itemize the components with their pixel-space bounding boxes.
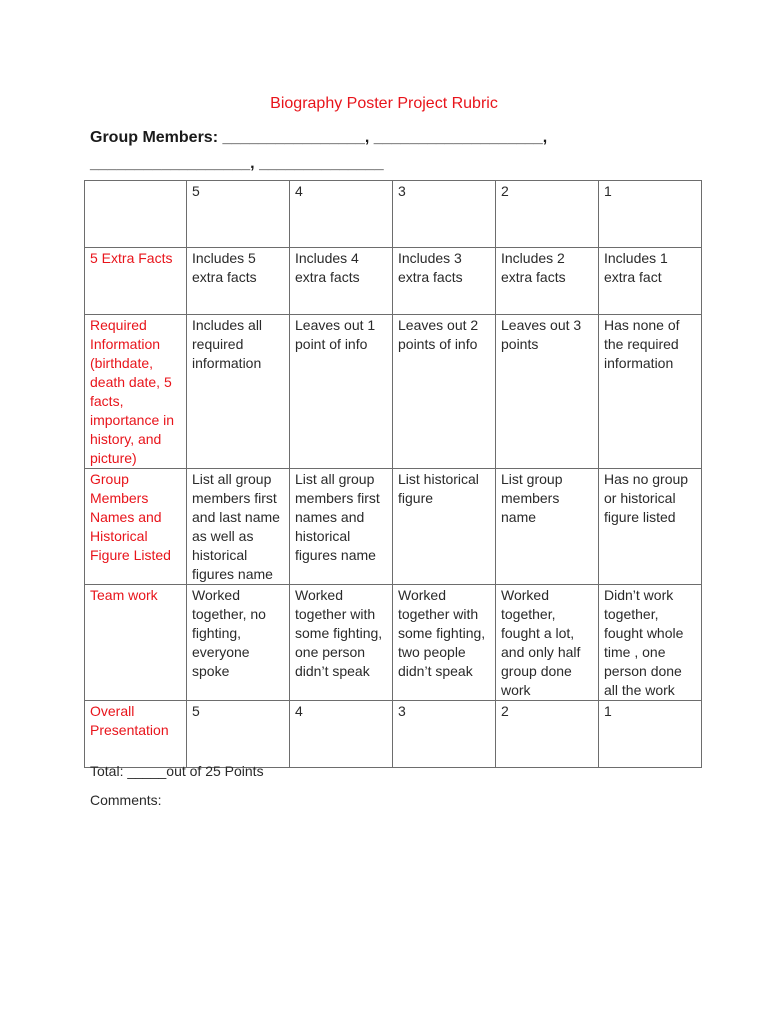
criterion-cell: Overall Presentation <box>85 701 187 768</box>
rubric-cell: List group members name <box>496 469 599 585</box>
rubric-cell: List all group members first and last name as well as historical figures name <box>187 469 290 585</box>
rubric-cell: Includes 5 extra facts <box>187 248 290 315</box>
rubric-cell: Includes 2 extra facts <box>496 248 599 315</box>
rubric-cell: Leaves out 3 points <box>496 315 599 469</box>
header-cell: 3 <box>393 181 496 248</box>
rubric-cell: Has no group or historical figure listed <box>599 469 702 585</box>
total-points-line: Total: _____out of 25 Points <box>90 763 264 779</box>
group-members-line: Group Members: ________________, ___________________, <box>90 129 548 146</box>
criterion-cell: Required Information (birthdate, death date, 5 facts, importance in history, and picture) <box>85 315 187 469</box>
rubric-cell: 4 <box>290 701 393 768</box>
header-cell: 4 <box>290 181 393 248</box>
group-members-line: __________________, ______________ <box>90 155 384 172</box>
rubric-cell: Leaves out 2 points of info <box>393 315 496 469</box>
rubric-cell: Has none of the required information <box>599 315 702 469</box>
rubric-cell: Worked together, no fighting, everyone spoke <box>187 585 290 701</box>
criterion-cell: Team work <box>85 585 187 701</box>
rubric-cell: Includes all required information <box>187 315 290 469</box>
rubric-row <box>85 701 702 768</box>
rubric-cell: Includes 4 extra facts <box>290 248 393 315</box>
header-cell: 1 <box>599 181 702 248</box>
rubric-cell: 1 <box>599 701 702 768</box>
rubric-cell: Didn’t work together, fought whole time , one person done all the work <box>599 585 702 701</box>
rubric-cell: Leaves out 1 point of info <box>290 315 393 469</box>
header-cell: 2 <box>496 181 599 248</box>
rubric-cell: 5 <box>187 701 290 768</box>
page-title: Biography Poster Project Rubric <box>270 95 498 112</box>
rubric-cell: Worked together, fought a lot, and only half group done work <box>496 585 599 701</box>
comments-label: Comments: <box>90 792 162 808</box>
header-cell <box>85 181 187 248</box>
rubric-cell: Worked together with some fighting, two people didn’t speak <box>393 585 496 701</box>
rubric-row <box>85 469 702 585</box>
rubric-cell: List all group members first names and historical figures name <box>290 469 393 585</box>
criterion-cell: Group Members Names and Historical Figure Listed <box>85 469 187 585</box>
rubric-cell: Worked together with some fighting, one person didn’t speak <box>290 585 393 701</box>
rubric-cell: 2 <box>496 701 599 768</box>
rubric-header-row <box>85 181 702 248</box>
rubric-table <box>84 180 702 768</box>
rubric-cell: 3 <box>393 701 496 768</box>
rubric-cell: Includes 3 extra facts <box>393 248 496 315</box>
rubric-row <box>85 248 702 315</box>
rubric-row <box>85 585 702 701</box>
criterion-cell: 5 Extra Facts <box>85 248 187 315</box>
header-cell: 5 <box>187 181 290 248</box>
rubric-cell: List historical figure <box>393 469 496 585</box>
rubric-row <box>85 315 702 469</box>
rubric-cell: Includes 1 extra fact <box>599 248 702 315</box>
